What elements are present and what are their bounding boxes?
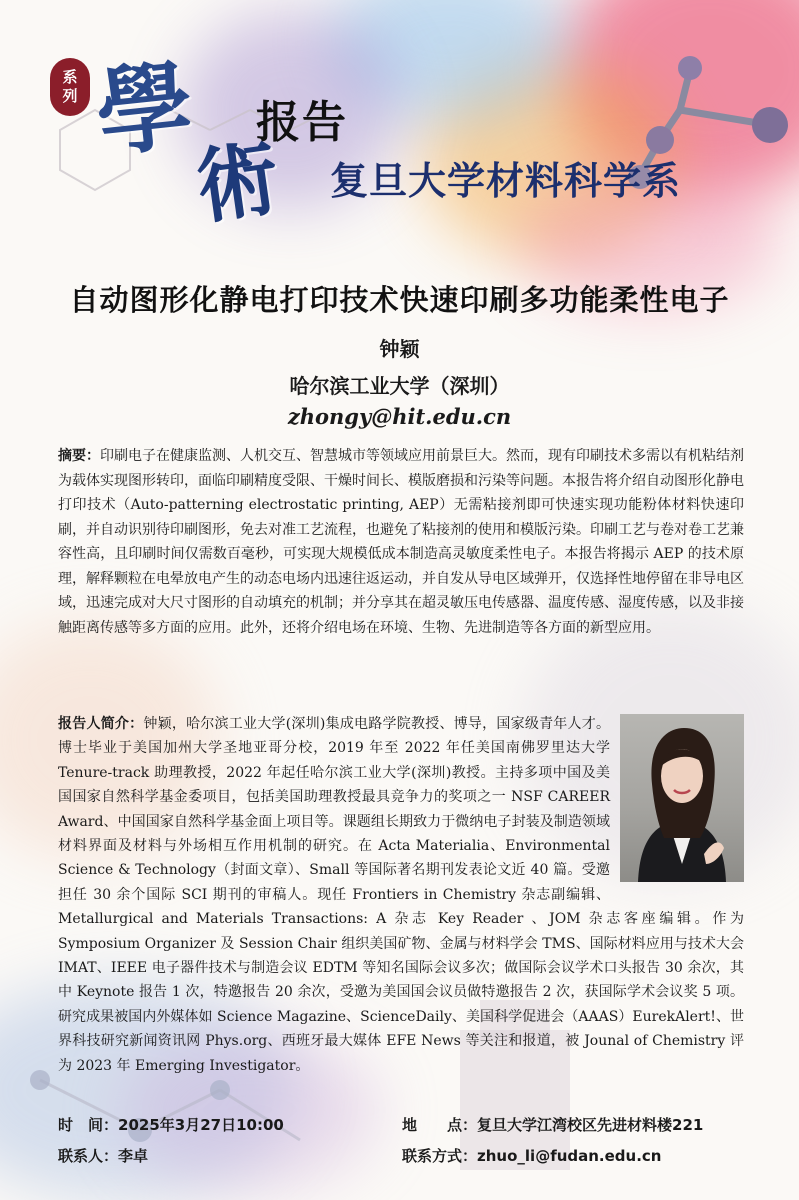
place-row bbox=[402, 1114, 703, 1135]
abstract-label: 摘要： bbox=[58, 448, 100, 464]
contact-value: 李卓 bbox=[118, 1147, 149, 1165]
series-badge bbox=[50, 58, 90, 116]
contact-email-link[interactable]: zhuo_li@fudan.edu.cn bbox=[477, 1147, 662, 1165]
speaker-bio bbox=[58, 712, 744, 1078]
academic-logo-char-1: 學 bbox=[91, 48, 197, 171]
abstract-text: 印刷电子在健康监测、人机交互、智慧城市等领域应用前景巨大。然而，现有印刷技术多需以有机粘结剂为载体实现图形转印，面临印刷精度受限、干燥时间长、模版磨损和污染等问题。本报告将介绍自动图形化静电打印技术（Auto-patterning electrostatic printing, AEP）无需粘接剂即可快速实现功能粉体材料快速印刷，并自动识别待印刷图形，免去对准工艺流程，也避免了粘接剂的使用和模版污染。印刷工艺与卷对卷工艺兼容性高，且印刷时间仅需数百毫秒，可实现大规模低成本制造高灵敏度柔性电子。本报告将揭示 AEP 的技术原理，解释颗粒在电晕放电产生的动态电场内迅速往返运动，并自发从导电区域弹开，仅选择性地停留在非导电区域，迅速完成对大尺寸图形的自动填充的机制；并分享其在超灵敏压电传感器、温度传感、湿度传感，以及非接触距离传感等多方面的应用。此外，还将介绍电场在环境、生物、先进制造等各方面的新型应用。 bbox=[58, 448, 744, 636]
time-label: 时 间： bbox=[58, 1116, 119, 1134]
speaker-photo bbox=[620, 714, 744, 882]
bio-text: 钟颖，哈尔滨工业大学(深圳)集成电路学院教授、博导，国家级青年人才。博士毕业于美国加州大学圣地亚哥分校，2019 年至 2022 年任美国南佛罗里达大学 Tenure-track 助理教授，2022 年起任哈尔滨工业大学(深圳)教授。主持多项中国及美国国家自然科学基金委项目，包括美国助理教授最具竞争力的奖项之一 NSF CAREER Award、中国国家自然科学基金面上项目等。课题组长期致力于微纳电子封装及制造领域材料界面及材料与外场相互作用机制的研究。在 Acta Materialia、Environmental Science & Technology（封面文章）、Small 等国际著名期刊发表论文近 40 篇。受邀担任 30 余个国际 SCI 期刊的审稿人。现任 Frontiers in Chemistry 杂志副编辑、Metallurgical and Materials Transactions: A 杂志 Key Reader 、JOM 杂志客座编辑。作为 Symposium Organizer 及 Session Chair 组织美国矿物、金属与材料学会 TMS、国际材料应用与技术大会 IMAT、IEEE 电子器件技术与制造会议 EDTM 等知名国际会议多次；做国际会议学术口头报告 30 余次，其中 Keynote 报告 1 次，特邀报告 20 余次，受邀为美国国会议员做特邀报告 2 次，获国际学术会议奖 5 项。研究成果被国内外媒体如 Science Magazine、ScienceDaily、美国科学促进会（AAAS）EurekAlert!、世界科技研究新闻资讯网 Phys.org、西班牙最大媒体 EFE News 等关注和报道，被 Jounal of Chemistry 评为 2023 年 Emerging Investigator。 bbox=[58, 716, 744, 1074]
poster-header bbox=[0, 0, 799, 260]
department-name: 复旦大学材料科学系 bbox=[330, 159, 682, 203]
series-badge-char: 系 bbox=[62, 68, 78, 86]
talk-title: 自动图形化静电打印技术快速印刷多功能柔性电子 bbox=[69, 283, 730, 317]
series-badge-char: 列 bbox=[62, 87, 78, 105]
place-value: 复旦大学江湾校区先进材料楼221 bbox=[477, 1116, 704, 1134]
abstract bbox=[58, 444, 744, 640]
contact-row bbox=[58, 1145, 148, 1166]
time-row bbox=[58, 1114, 284, 1135]
time-value: 2025年3月27日10:00 bbox=[118, 1116, 284, 1134]
contact-label: 联系人： bbox=[58, 1147, 119, 1165]
place-label: 地 点： bbox=[402, 1116, 478, 1134]
contact-method-label: 联系方式： bbox=[402, 1147, 478, 1165]
report-word: 报告 bbox=[256, 97, 348, 148]
contact-method-row bbox=[402, 1145, 662, 1166]
academic-logo-char-2: 術 bbox=[190, 129, 286, 237]
portrait-icon bbox=[620, 714, 744, 882]
bio-label: 报告人简介： bbox=[58, 716, 144, 732]
speaker-email: zhongy@hit.edu.cn bbox=[287, 404, 512, 429]
speaker-name: 钟颖 bbox=[379, 337, 420, 361]
speaker-affiliation: 哈尔滨工业大学（深圳） bbox=[289, 374, 510, 398]
